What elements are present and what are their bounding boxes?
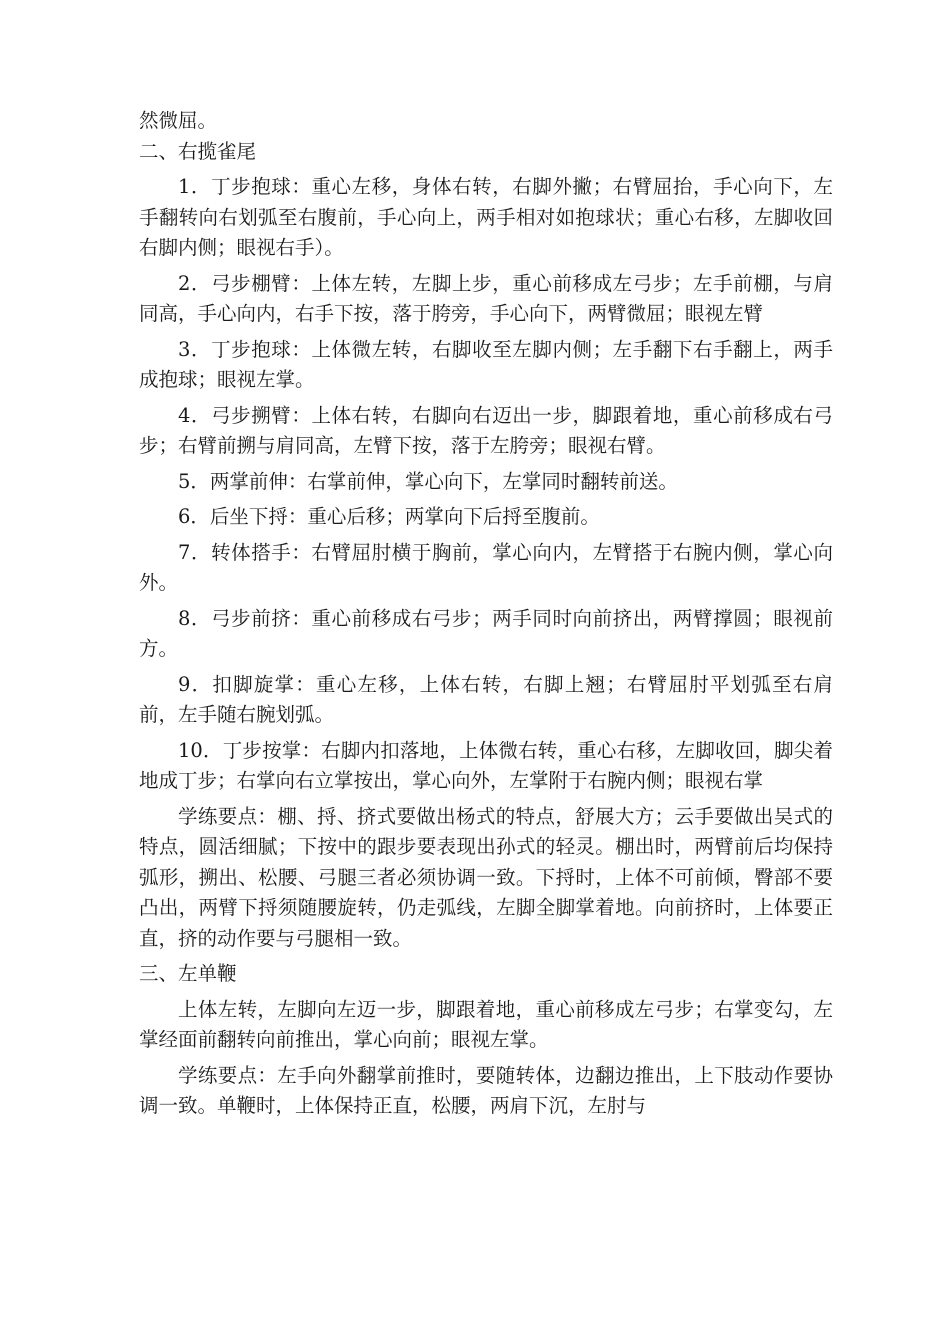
step-5: 5．两掌前伸：右掌前伸，掌心向下，左掌同时翻转前送。: [178, 469, 678, 493]
step-9: 9．扣脚旋掌：重心左移，上体右转，右脚上翘；右臂屈肘平划弧至右肩前，左手随右腕划弧。: [139, 672, 833, 726]
document-page: [139, 106, 833, 1127]
step-3: 3．丁步抱球：上体微左转，右脚收至左脚内侧；左手翻下右手翻上，两手成抱球；眼视左掌。: [139, 337, 833, 391]
step-8: 8．弓步前挤：重心前移成右弓步；两手同时向前挤出，两臂撑圆；眼视前方。: [139, 606, 833, 660]
key-points-section-2: 学练要点：棚、捋、挤式要做出杨式的特点，舒展大方；云手要做出吴式的特点，圆活细腻；下按中的跟步要表现出孙式的轻灵。棚出时，两臂前后均保持弧形，搠出、松腰、弓腿三者必须协调一致。下捋时，上体不可前倾，臀部不要凸出，两臂下捋须随腰旋转，仍走弧线，左脚全脚掌着地。向前挤时，上体要正直，挤的动作要与弓腿相一致。: [139, 804, 833, 950]
step-4: 4．弓步搠臂：上体右转，右脚向右迈出一步，脚跟着地，重心前移成右弓步；右臂前搠与肩同高，左臂下按，落于左胯旁；眼视右臂。: [139, 403, 833, 457]
section-heading-2: 二、右揽雀尾: [139, 139, 257, 163]
step-1: 1．丁步抱球：重心左移，身体右转，右脚外撇；右臂屈抬，手心向下，左手翻转向右划弧至右腹前，手心向上，两手相对如抱球状；重心右移，左脚收回右脚内侧；眼视右手）。: [139, 175, 833, 259]
step-6: 6．后坐下捋：重心后移；两掌向下后捋至腹前。: [178, 505, 600, 528]
section-3-body: 上体左转，左脚向左迈一步，脚跟着地，重心前移成左弓步；右掌变勾，左掌经面前翻转向前推出，掌心向前；眼视左掌。: [139, 997, 833, 1051]
step-10: 10．丁步按掌：右脚内扣落地，上体微右转，重心右移，左脚收回，脚尖着地成丁步；右掌向右立掌按出，掌心向外，左掌附于右腕内侧；眼视右掌: [139, 738, 833, 792]
step-7: 7．转体搭手：右臂屈肘横于胸前，掌心向内，左臂搭于右腕内侧，掌心向外。: [139, 540, 833, 594]
step-2: 2．弓步棚臂：上体左转，左脚上步，重心前移成左弓步；左手前棚，与肩同高，手心向内，右手下按，落于胯旁，手心向下，两臂微屈；眼视左臂: [139, 271, 833, 325]
section-heading-3: 三、左单鞭: [139, 962, 237, 985]
continuation-line: 然微屈。: [139, 109, 218, 132]
key-points-section-3: 学练要点：左手向外翻掌前推时，要随转体，边翻边推出，上下肢动作要协调一致。单鞭时，上体保持正直，松腰，两肩下沉，左肘与: [139, 1063, 833, 1117]
